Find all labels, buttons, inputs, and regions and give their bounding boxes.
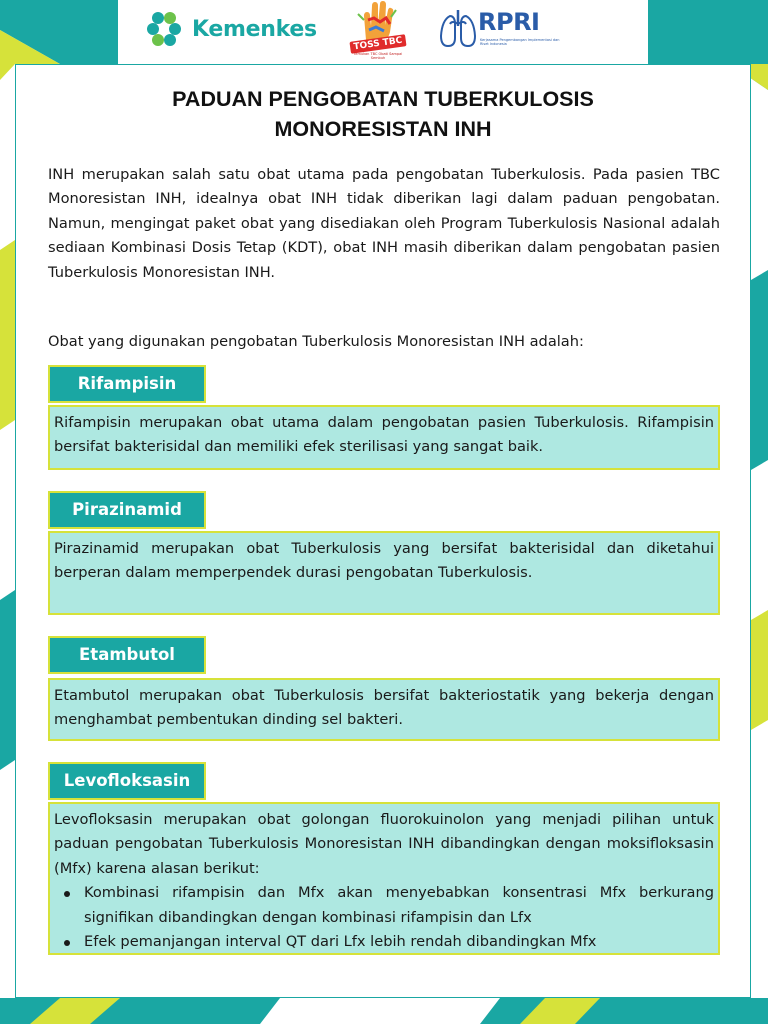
title-line-2: MONORESISTAN INH	[274, 117, 492, 141]
rpri-wordmark: RPRI	[478, 8, 540, 36]
section-text-etambutol: Etambutol merupakan obat Tuberkulosis bersifat bakteriostatik yang bekerja dengan menghambat pembentukan dinding sel bakteri.	[54, 687, 714, 729]
toss-tbc-logo	[346, 0, 410, 62]
rpri-logo	[438, 6, 568, 52]
section-label-pirazinamid: Pirazinamid	[48, 491, 206, 529]
lead-paragraph: Obat yang digunakan pengobatan Tuberkulosis Monoresistan INH adalah:	[48, 333, 584, 350]
header-logos	[118, 0, 648, 64]
list-item: Efek pemanjangan interval QT dari Lfx lebih rendah dibandingkan Mfx	[54, 930, 714, 954]
page-title	[15, 84, 751, 144]
section-label-rifampisin: Rifampisin	[48, 365, 206, 403]
section-box-pirazinamid	[48, 531, 720, 615]
kemenkes-mark-icon	[144, 9, 184, 49]
section-box-rifampisin	[48, 405, 720, 470]
list-item: Kombinasi rifampisin dan Mfx akan menyebabkan konsentrasi Mfx berkurang signifikan dibandingkan dengan kombinasi rifampisin dan Lfx	[54, 881, 714, 930]
section-text-rifampisin: Rifampisin merupakan obat utama dalam pengobatan pasien Tuberkulosis. Rifampisin bersifat bakterisidal dan memiliki efek sterilisasi yang sangat baik.	[54, 414, 714, 456]
section-text-levofloksasin: Levofloksasin merupakan obat golongan fluorokuinolon yang menjadi pilihan untuk paduan pengobatan Tuberkulosis Monoresistan INH dibandingkan dengan moksifloksasin (Mfx) karena alasan berikut:	[54, 811, 714, 877]
toss-tbc-tagline: Temukan TBC Obati Sampai Sembuh	[353, 52, 403, 60]
section-text-pirazinamid: Pirazinamid merupakan obat Tuberkulosis yang bersifat bakterisidal dan diketahui berperan dalam memperpendek durasi pengobatan Tuberkulosis.	[54, 540, 714, 582]
title-line-1: PADUAN PENGOBATAN TUBERKULOSIS	[172, 87, 594, 111]
kemenkes-logo	[144, 6, 317, 52]
kemenkes-wordmark: Kemenkes	[192, 16, 317, 42]
section-label-etambutol: Etambutol	[48, 636, 206, 674]
rpri-tagline: Kerjasama Pengembangan Implementasi dan Riset Indonesia	[480, 38, 560, 46]
section-label-levofloksasin: Levofloksasin	[48, 762, 206, 800]
section-box-etambutol	[48, 678, 720, 741]
lungs-icon	[438, 6, 478, 50]
section-box-levofloksasin	[48, 802, 720, 955]
levofloksasin-reasons-list	[54, 881, 714, 954]
intro-paragraph: INH merupakan salah satu obat utama pada pengobatan Tuberkulosis. Pada pasien TBC Monoresistan INH, idealnya obat INH tidak diberikan lagi dalam paduan pengobatan. Namun, mengingat paket obat yang disediakan oleh Program Tuberkulosis Nasional adalah sediaan Kombinasi Dosis Tetap (KDT), obat INH masih diberikan dalam pengobatan pasien Tuberkulosis Monoresistan INH.	[48, 166, 720, 281]
toss-tbc-banner: TOSS TBC	[349, 34, 406, 54]
